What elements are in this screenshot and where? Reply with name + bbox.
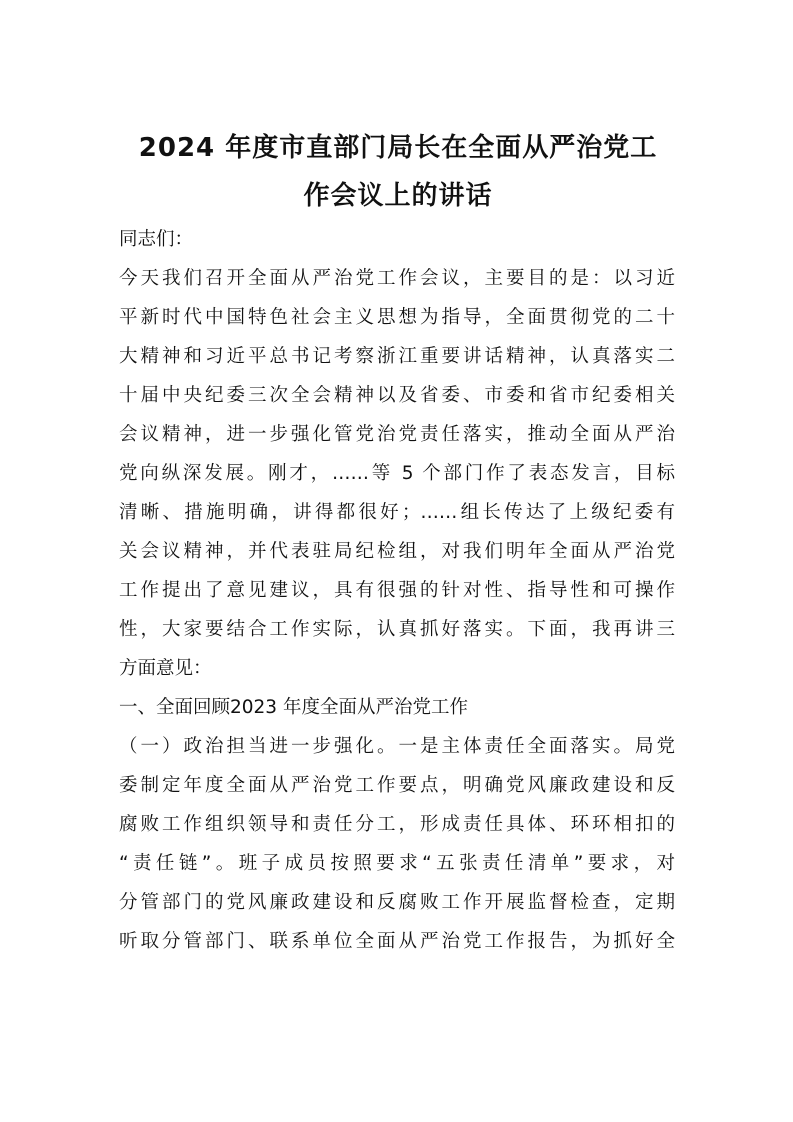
title-line-1: 2024 年度市直部门局长在全面从严治党工 [138,133,658,163]
paragraph-line: 党向纵深发展。刚才，……等 5 个部门作了表态发言，目标 [119,463,675,484]
salutation: 同志们： [119,229,194,250]
paragraph-line: 工作提出了意见建议，具有很强的针对性、指导性和可操作 [119,580,675,601]
paragraph-line: 十届中央纪委三次全会精神以及省委、市委和省市纪委相关 [119,385,675,406]
paragraph-line: （一）政治担当进一步强化。一是主体责任全面落实。局党 [119,736,675,757]
paragraph-line: 腐败工作组织领导和责任分工，形成责任具体、环环相扣的 [119,814,675,835]
paragraph-line: 听取分管部门、联系单位全面从严治党工作报告，为抓好全 [119,931,675,952]
section-heading: 一、全面回顾2023 年度全面从严治党工作 [119,697,468,718]
document-body [119,220,675,961]
paragraph-line: 委制定年度全面从严治党工作要点，明确党风廉政建设和反 [119,775,675,796]
paragraph-line: 大精神和习近平总书记考察浙江重要讲话精神，认真落实二 [119,346,675,367]
paragraph-line: 会议精神，进一步强化管党治党责任落实，推动全面从严治 [119,424,675,445]
paragraph-line: 今天我们召开全面从严治党工作会议，主要目的是：以习近 [119,268,675,289]
paragraph-line: “责任链”。班子成员按照要求“五张责任清单”要求，对 [119,853,675,874]
document-title [118,124,678,220]
paragraph-line: 清晰、措施明确，讲得都很好；……组长传达了上级纪委有 [119,502,675,523]
paragraph-line: 关会议精神，并代表驻局纪检组，对我们明年全面从严治党 [119,541,675,562]
title-line-2: 作会议上的讲话 [303,181,493,211]
paragraph-line: 平新时代中国特色社会主义思想为指导，全面贯彻党的二十 [119,307,675,328]
paragraph-line: 分管部门的党风廉政建设和反腐败工作开展监督检查，定期 [119,892,675,913]
paragraph-line: 性，大家要结合工作实际，认真抓好落实。下面，我再讲三 [119,619,675,640]
paragraph-line: 方面意见： [119,658,212,679]
